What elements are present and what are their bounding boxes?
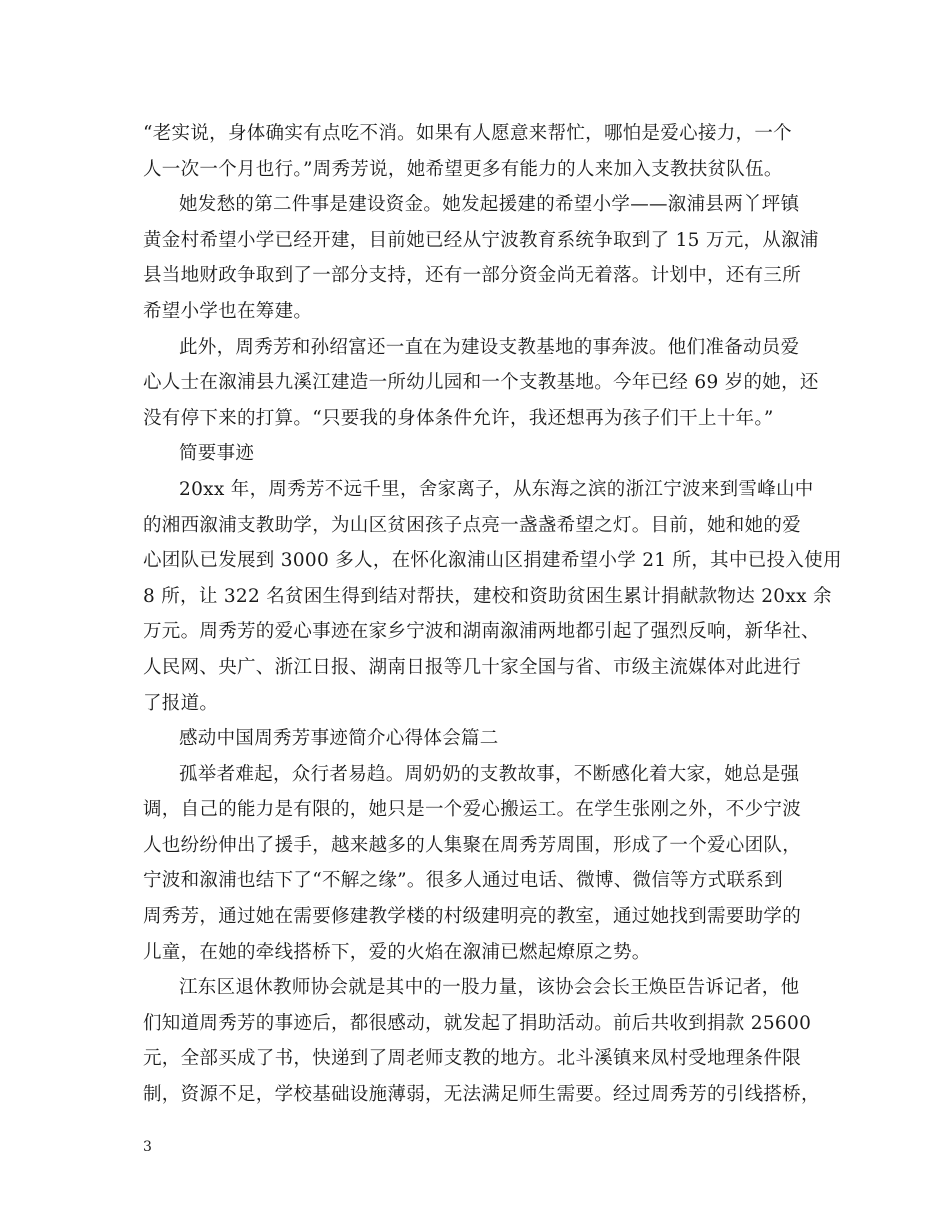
text-line: 儿童，在她的牵线搭桥下，爱的火焰在溆浦已燃起燎原之势。 <box>143 941 651 963</box>
text-line: 人也纷纷伸出了援手，越来越多的人集聚在周秀芳周围，形成了一个爱心团队， <box>143 834 802 856</box>
text-line: 宁波和溆浦也结下了“不解之缘”。很多人通过电话、微博、微信等方式联系到 <box>143 870 783 892</box>
text-line: 她发愁的第二件事是建设资金。她发起援建的希望小学——溆浦县两丫坪镇 <box>179 194 800 216</box>
document-body <box>143 116 842 1113</box>
text-line: 们知道周秀芳的事迹后，都很感动，就发起了捐助活动。前后共收到捐款 25600 <box>143 1012 812 1034</box>
text-line: 希望小学也在筹建。 <box>143 300 313 322</box>
text-line: 周秀芳，通过她在需要修建教学楼的村级建明亮的教室，通过她找到需要助学的 <box>143 906 802 928</box>
text-line: 孤举者难起，众行者易趋。周奶奶的支教故事，不断感化着大家，她总是强 <box>179 763 800 785</box>
text-line: 8 所，让 322 名贫困生得到结对帮扶，建校和资助贫困生累计捐献款物达 20xx 余 <box>143 585 832 607</box>
text-line: 了报道。 <box>143 692 219 714</box>
section-heading: 简要事迹 <box>179 443 255 465</box>
text-line: 心人士在溆浦县九溪江建造一所幼儿园和一个支教基地。今年已经 69 岁的她，还 <box>143 372 819 394</box>
text-line: 元，全部买成了书，快递到了周老师支教的地方。北斗溪镇来凤村受地理条件限 <box>143 1048 802 1070</box>
text-line: 制，资源不足，学校基础设施薄弱，无法满足师生需要。经过周秀芳的引线搭桥， <box>143 1084 820 1106</box>
text-line: 没有停下来的打算。“只要我的身体条件允许，我还想再为孩子们干上十年。” <box>143 407 774 429</box>
text-line: 江东区退休教师协会就是其中的一股力量，该协会会长王焕臣告诉记者，他 <box>179 977 800 999</box>
text-line: 县当地财政争取到了一部分支持，还有一部分资金尚无着落。计划中，还有三所 <box>143 265 802 287</box>
section-heading: 感动中国周秀芳事迹简介心得体会篇二 <box>179 728 499 750</box>
text-line: “老实说，身体确实有点吃不消。如果有人愿意来帮忙，哪怕是爱心接力，一个 <box>143 123 792 144</box>
text-line: 的湘西溆浦支教助学，为山区贫困孩子点亮一盏盏希望之灯。目前，她和她的爱 <box>143 514 802 536</box>
text-line: 心团队已发展到 3000 多人，在怀化溆浦山区捐建希望小学 21 所，其中已投入使用 <box>143 550 842 572</box>
text-line: 此外，周秀芳和孙绍富还一直在为建设支教基地的事奔波。他们准备动员爱 <box>179 336 800 358</box>
text-line: 20xx 年，周秀芳不远千里，舍家离子，从东海之滨的浙江宁波来到雪峰山中 <box>179 478 814 500</box>
text-line: 黄金村希望小学已经开建，目前她已经从宁波教育系统争取到了 15 万元，从溆浦 <box>143 229 819 251</box>
text-line: 万元。周秀芳的爱心事迹在家乡宁波和湖南溆浦两地都引起了强烈反响，新华社、 <box>143 621 820 643</box>
text-line: 人民网、央广、浙江日报、湖南日报等几十家全国与省、市级主流媒体对此进行 <box>143 656 802 678</box>
page-number: 3 <box>143 1139 152 1155</box>
text-line: 人一次一个月也行。”周秀芳说，她希望更多有能力的人来加入支教扶贫队伍。 <box>143 158 783 180</box>
text-line: 调，自己的能力是有限的，她只是一个爱心搬运工。在学生张刚之外，不少宁波 <box>143 799 802 821</box>
